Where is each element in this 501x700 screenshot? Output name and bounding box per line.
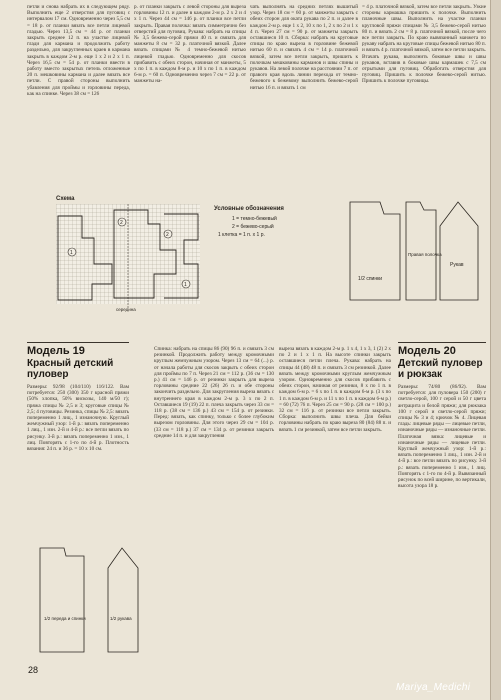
legend-item: 1 клетка = 1 п. x 1 р. <box>218 232 265 238</box>
model19-pattern-diagram <box>30 540 148 660</box>
text-column-4: = 4 р. платочной вязкой, затем все петли закрыть. Узкие стороны кармашка пришить к полочке. Выполнить планочные швы. Выполнить на участке планки кругловой пряжи спицами № 3,5 бежево-серой нитью 80 п. и вязать 2 см = 8 р. платочной вязкой, после чего все петли закрыть. По краю вывязанный манжета по рукаву набрать на круговые спицы бежевой нитью 80 п. и вязать 4 р. платочной вязкой, затем все петли закрыть. Втачать рукава, выполнить боковые швы и швы рукавов, вставив в боковые швы кармашек с 7,5 см отрытыми для пуговиц. Обработать отверстия для пуговиц. Пришить к полочке бежево-серой нитью. Пришить к полочке пуговицы. <box>362 4 486 85</box>
bottom-text-column-3: выреза вязать в каждом 2-м р. 1 x 4, 1 x 3, 1 (2) 2 x по 2 и 1 x 1 п. На высоте спинки закрыть оставшиеся петли плеча. Рукава: набрать на спицы 44 (48) 48 п. и связать 3 см резинкой. Далее вязать между кромочными круглым жемчужным узором. Одновременно для скосов прибавить с обеих сторон, начиная от резинки, 8 x по 1 п. в каждом 6-м р. = 6 x по 1 п. в каждом 6-м р. (3 x по 1 п. в каждом 6-м р. и 11 x по 1 п. в каждом 6-м р.) = 60 (72) 76 п. Через 25 см = 90 р. (28 см = 100 р.) 32 см = 116 р. от резинки все петли закрыть. Сборка: выполнить швы плеча. Для бейки горловины набрать по краю выреза 80 (84) 88 п. и вязать 1 см резинкой, затем все петли закрыть. <box>279 346 391 433</box>
watermark-signature: Mariya_Medichi <box>396 682 471 693</box>
model19-rule <box>27 342 129 343</box>
page-edge <box>490 0 501 700</box>
model19-text: Размеры: 92/98 (104/110) 116/122. Вам потребуется: 250 (300) 350 г красной пряжи (50% хлопка, 50% вискозы, 140 м/50 г); пряжа спицы № 2,5 и 3; круговые спицы № 2,5; 4 пуговицы. Резинка, спицы № 2,5: вязать попеременно 1 лиц., 1 изнаночную. Круглый жемчужный узор: 1-й р.: вязать попеременно 1 лиц., 1 изн. 2-й и 4-й р.: все петли вязать по рисунку. 3-й р.: вязать попеременно 1 изн., 1 лиц. Повторять с 1-го по 4-й р. Плотность вязания: 24 п. и 36 р. = 10 x 10 см. <box>27 384 129 453</box>
chart-bottom-label: середина <box>116 307 136 312</box>
model20-title: Детский пуловер и рюкзак <box>398 358 483 380</box>
model20-text: Размеры: 74/80 (86/92). Вам потребуется: для пуловера 150 (200) г светло-серой, 100 г серой и 50 г цвета антрацита и белой пряжи; для рюкзака 100 г серой и светло-серой пряжи; спицы № 3 и 4; крючок № 4. Лицевая гладь: лицевые ряды — лицевые петли, изнаночные ряды — изнаночные петли. Платочная вязка: лицевые и изнаночные ряды — лицевые петли. Круглый жемчужный узор: 1-й р.: вязать попеременно 1 лиц., 1 изн. 2-й и 4-й р.: все петли вязать по рисунку. 3-й р.: вязать попеременно 1 изн., 1 лиц. Повторять с 1-го по 4-й р. Вывязанный рисунок по всей ширине, по вертикали, высота узора 18 р. <box>398 384 486 490</box>
chart-region-label: 2 <box>166 232 169 238</box>
model20-number: Модель 20 <box>398 345 456 357</box>
legend-item: 1 = темно-бежевый <box>232 216 277 222</box>
pattern-label: Рукав <box>450 262 464 268</box>
model19-title: Красный детский пуловер <box>27 358 114 380</box>
garment-pattern-diagram <box>340 196 490 306</box>
pattern-label: Правая полочка <box>408 252 442 257</box>
text-column-2: р. от планки закрыть с левой стороны для выреза горловины 12 п. и далее в каждом 2-м р. 2 x 2 и 4 x 1 п. Через 44 см = 146 р. от планки все петли закрыть. Правая полочка: вязать симметрично без отверстий для пуговиц. Рукава: набрать на спицы № 3,5 бежево-серой пряжи 40 п. и связать для манжеты 8 см = 32 р. платочной вязкой. Далее вязать спицами № 4 темно-бежевой нитью лицевой гладью. Одновременно для скосов прибавить с обеих сторон, начиная от манжеты, 5 x по 1 п. в каждом 8-м р. и 10 x по 1 п. в каждом 6-м р. = 60 п. Одновременно через 7 см = 22 р. от манжеты на- <box>134 4 246 85</box>
legend-item: 2 = бежево-серый <box>232 224 274 230</box>
model19-number: Модель 19 <box>27 345 85 357</box>
chart-region-label: 1 <box>70 250 73 256</box>
pattern-label: 1/2 спинки <box>358 276 383 282</box>
text-column-1: петли и снова набрать их в следующем ряду. Выполнить еще 2 отверстия для пуговиц с интервалом 17 см. Одновременно через 5,5 см = 18 р. от планки вязать все петли лицевой гладью. Через 13,5 см = 44 р. от планки закрыть среднее 12 п. на участке лицевой глади для кармана и продолжить работу раздельно, для закругленных краев в кармана закрыть в каждом 2-м р. еще 1 x 2 и 2 x 1 п. Через 16,5 см = 54 р. от планки ввести в работу вместо закрытых петель отложенные 20 п. мешковины кармана и далее вязать все петли. С правой стороны выполнить убавления для проймы и горловины переда, как на спинке. Через 38 см = 126 <box>27 4 130 97</box>
bottom-text-column-2: Спинка: набрать на спицы 86 (90) 96 п. и связать 3 см резинкой. Продолжить работу между кромочными круглым жемчужным узором. Через 13 см = 64 (...) р. от начала работы для скосов закрыть с обеих сторон для проймы по 7 п. Через 21 см = 112 р. (36 см = 130 р.) 41 см = 146 р. от резинки закрыть для выреза горловины средние 22 (26) 26 п. и обе стороны закончить раздельно. Для закругления выреза вязать с внутреннего края в каждом 2-м р. 3 x по 2 п. Оставшиеся 19 (19) 22 п. плеча закрыть через 33 см = 118 р. (38 см = 136 р.) 43 см = 154 р. от резинки. Перед: вязать, как спинку, только с более глубоким вырезом горловины. Для этого через 29 см = 104 р. (33 см = 118 р.) 37 см = 134 р. от резинки закрыть средние 14 п. и для закругления <box>154 346 274 439</box>
page-number: 28 <box>28 665 39 675</box>
legend-title: Условные обозначения <box>214 206 284 212</box>
model20-rule <box>398 342 486 343</box>
knitting-chart <box>56 204 200 312</box>
pattern-label: 1/2 переда и спинки <box>44 616 86 621</box>
pattern-label: 1/2 рукава <box>110 616 132 621</box>
schema-title: Схема <box>56 196 75 202</box>
chart-region-label: 1 <box>184 282 187 288</box>
chart-region-label: 2 <box>120 220 123 226</box>
text-column-3: чать выполнять на средних петлях вышитый узор. Через 18 см = 60 р. от манжеты закрыть с обеих сторон для оката рукава по 2 п. и далее в каждом 2-м р. еще 1 x 2, 10 x по 1, 2 x по 2 и 1 x 4 п. Через 27 см = 90 р. от манжеты закрыть оставшиеся 10 п. Сборка: набрать на круговые спицы по краю выреза в горловине бежевой нитью 60 п. и связать 4 см = 14 р. платочной вязкой, затем все петли закрыть, пришить к полочкам мешковины карманов и швы спины и рукавов. На левой полочке на расстоянии 7 п. от правого края вдоль линии перехода от темно-бежевого к бежевому выполнить бежево-серой нитью 16 п. и вязать 1 см <box>250 4 358 91</box>
